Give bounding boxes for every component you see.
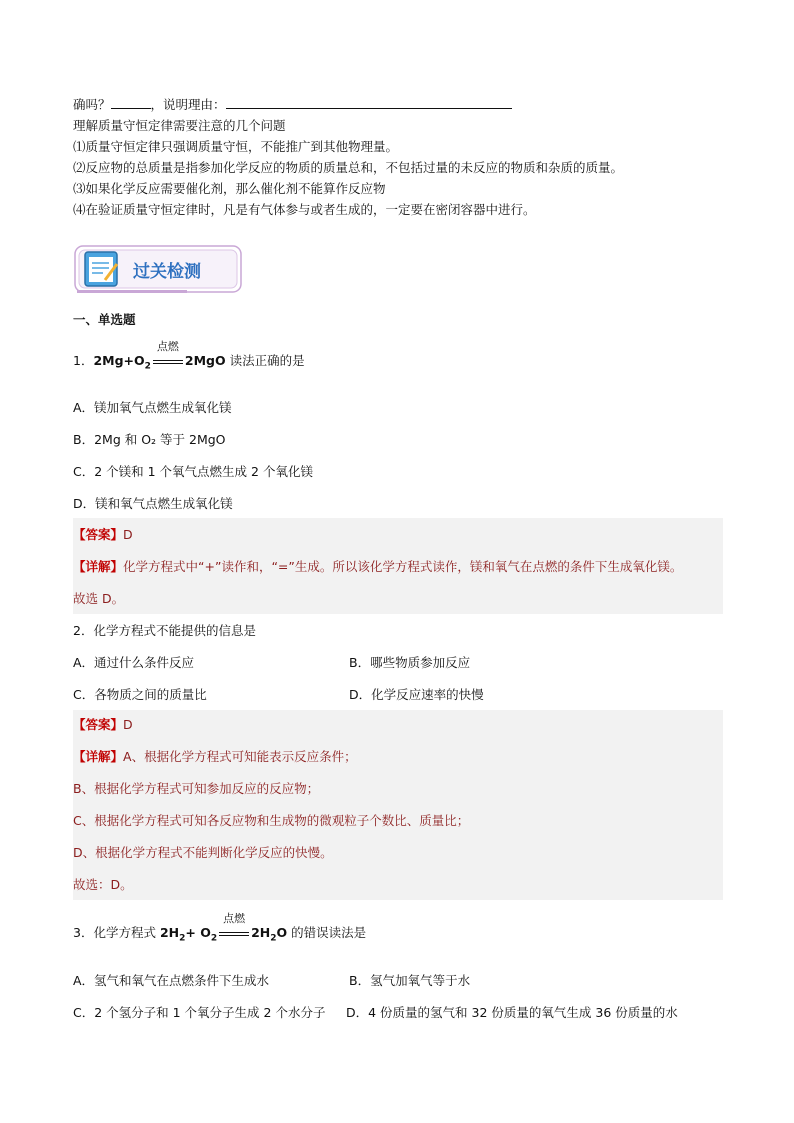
q1-number: 1．: [73, 353, 94, 368]
banner-title: 过关检测: [133, 262, 201, 282]
question-1: [73, 340, 305, 376]
blank-2: [226, 96, 512, 109]
intro-point-1: ⑴质量守恒定律只强调质量守恒，不能推广到其他物理量。: [73, 139, 399, 154]
q3-eq-right-a: 2H: [251, 925, 271, 940]
section-banner: [73, 242, 243, 296]
question-3: [73, 912, 367, 948]
q2-option-c[interactable]: C．各物质之间的质量比: [73, 687, 207, 702]
notepad-icon: [85, 252, 117, 286]
q2-detail-d: D、根据化学方程式不能判断化学反应的快慢。: [73, 845, 333, 860]
q1-answer: D: [123, 527, 133, 542]
q2-option-d[interactable]: D．化学反应速率的快慢: [349, 687, 484, 702]
q3-eq-condition: 点燃: [223, 912, 246, 925]
q3-option-d[interactable]: D．4 份质量的氢气和 32 份质量的氧气生成 36 份质量的水: [346, 1005, 678, 1020]
q3-stem-suffix: 的错误读法是: [287, 925, 367, 940]
q1-answer-line: [73, 526, 133, 544]
q1-option-b[interactable]: B．2Mg 和 O₂ 等于 2MgO: [73, 432, 226, 447]
q1-eq-left: 2Mg+O: [93, 353, 145, 368]
intro-heading: 理解质量守恒定律需要注意的几个问题: [73, 118, 286, 133]
q1-answer-tag: 【答案】: [73, 527, 124, 542]
q1-option-a[interactable]: A．镁加氧气点燃生成氧化镁: [73, 400, 232, 415]
q1-eq-bar: [153, 360, 183, 364]
intro-point-4: ⑷在验证质量守恒定律时，凡是有气体参与或者生成的，一定要在密闭容器中进行。: [73, 202, 536, 217]
intro-prefix: 确吗？: [73, 97, 111, 112]
q3-option-a[interactable]: A．氢气和氧气在点燃条件下生成水: [73, 973, 270, 988]
q1-answer-box: [73, 518, 723, 614]
q3-option-b[interactable]: B．氢气加氧气等于水: [349, 973, 471, 988]
question-2: 2．化学方程式不能提供的信息是: [73, 623, 256, 638]
q2-answer-tag: 【答案】: [73, 717, 124, 732]
q1-conclusion: 故选 D。: [73, 591, 125, 606]
q2-detail-c: C、根据化学方程式可知各反应物和生成物的微观粒子个数比、质量比；: [73, 813, 470, 828]
q2-answer: D: [123, 717, 133, 732]
q2-detail-tag: 【详解】: [73, 749, 124, 764]
q3-eq-sub2: 2: [210, 933, 218, 944]
q3-eq-sub1: 2: [179, 933, 186, 944]
q2-detail-a: A、根据化学方程式可知能表示反应条件；: [123, 749, 357, 764]
intro-point-2: ⑵反应物的总质量是指参加化学反应的物质的质量总和，不包括过量的未反应的物质和杂质的质量。: [73, 160, 624, 175]
q3-stem-prefix: 化学方程式: [93, 925, 160, 940]
q1-eq-right: 2MgO: [184, 353, 226, 368]
q1-option-d[interactable]: D．镁和氧气点燃生成氧化镁: [73, 496, 233, 511]
q3-option-c[interactable]: C．2 个氢分子和 1 个氧分子生成 2 个水分子: [73, 1005, 326, 1020]
intro-point-3: ⑶如果化学反应需要催化剂，那么催化剂不能算作反应物: [73, 181, 386, 196]
q1-option-c[interactable]: C．2 个镁和 1 个氧气点燃生成 2 个氧化镁: [73, 464, 313, 479]
q2-option-a[interactable]: A．通过什么条件反应: [73, 655, 195, 670]
q1-eq-sub: 2: [144, 361, 151, 372]
q2-detail-b: B、根据化学方程式可知参加反应的反应物；: [73, 781, 320, 796]
q1-detail-tag: 【详解】: [73, 559, 124, 574]
q2-option-b[interactable]: B．哪些物质参加反应: [349, 655, 471, 670]
q3-eq-right-b: O: [276, 925, 288, 940]
q1-stem: 读法正确的是: [225, 353, 305, 368]
q2-detail-line-1: [73, 748, 357, 766]
intro-mid: ，说明理由：: [150, 97, 226, 112]
q3-number: 3．: [73, 925, 94, 940]
blank-1: [111, 96, 151, 109]
q2-conclusion: 故选：D。: [73, 877, 133, 892]
q3-eq-bar: [219, 932, 249, 936]
q2-answer-box: [73, 710, 723, 900]
q3-eq-left: 2H: [159, 925, 180, 940]
q1-eq-arrow: [151, 340, 185, 370]
q1-eq-condition: 点燃: [156, 340, 179, 353]
q3-eq-arrow: [217, 912, 251, 942]
q1-detail: 化学方程式中“+”读作和，“=”生成。所以该化学方程式读作，镁和氧气在点燃的条件下生成氧化镁。: [123, 559, 683, 574]
section-title: 一、单选题: [73, 312, 136, 327]
q3-eq-mid: + O: [185, 925, 211, 940]
q2-answer-line: [73, 716, 133, 734]
intro-line-1: [73, 96, 512, 114]
q3-eq-right-sub: 2: [270, 933, 277, 944]
q1-detail-line: [73, 558, 682, 576]
